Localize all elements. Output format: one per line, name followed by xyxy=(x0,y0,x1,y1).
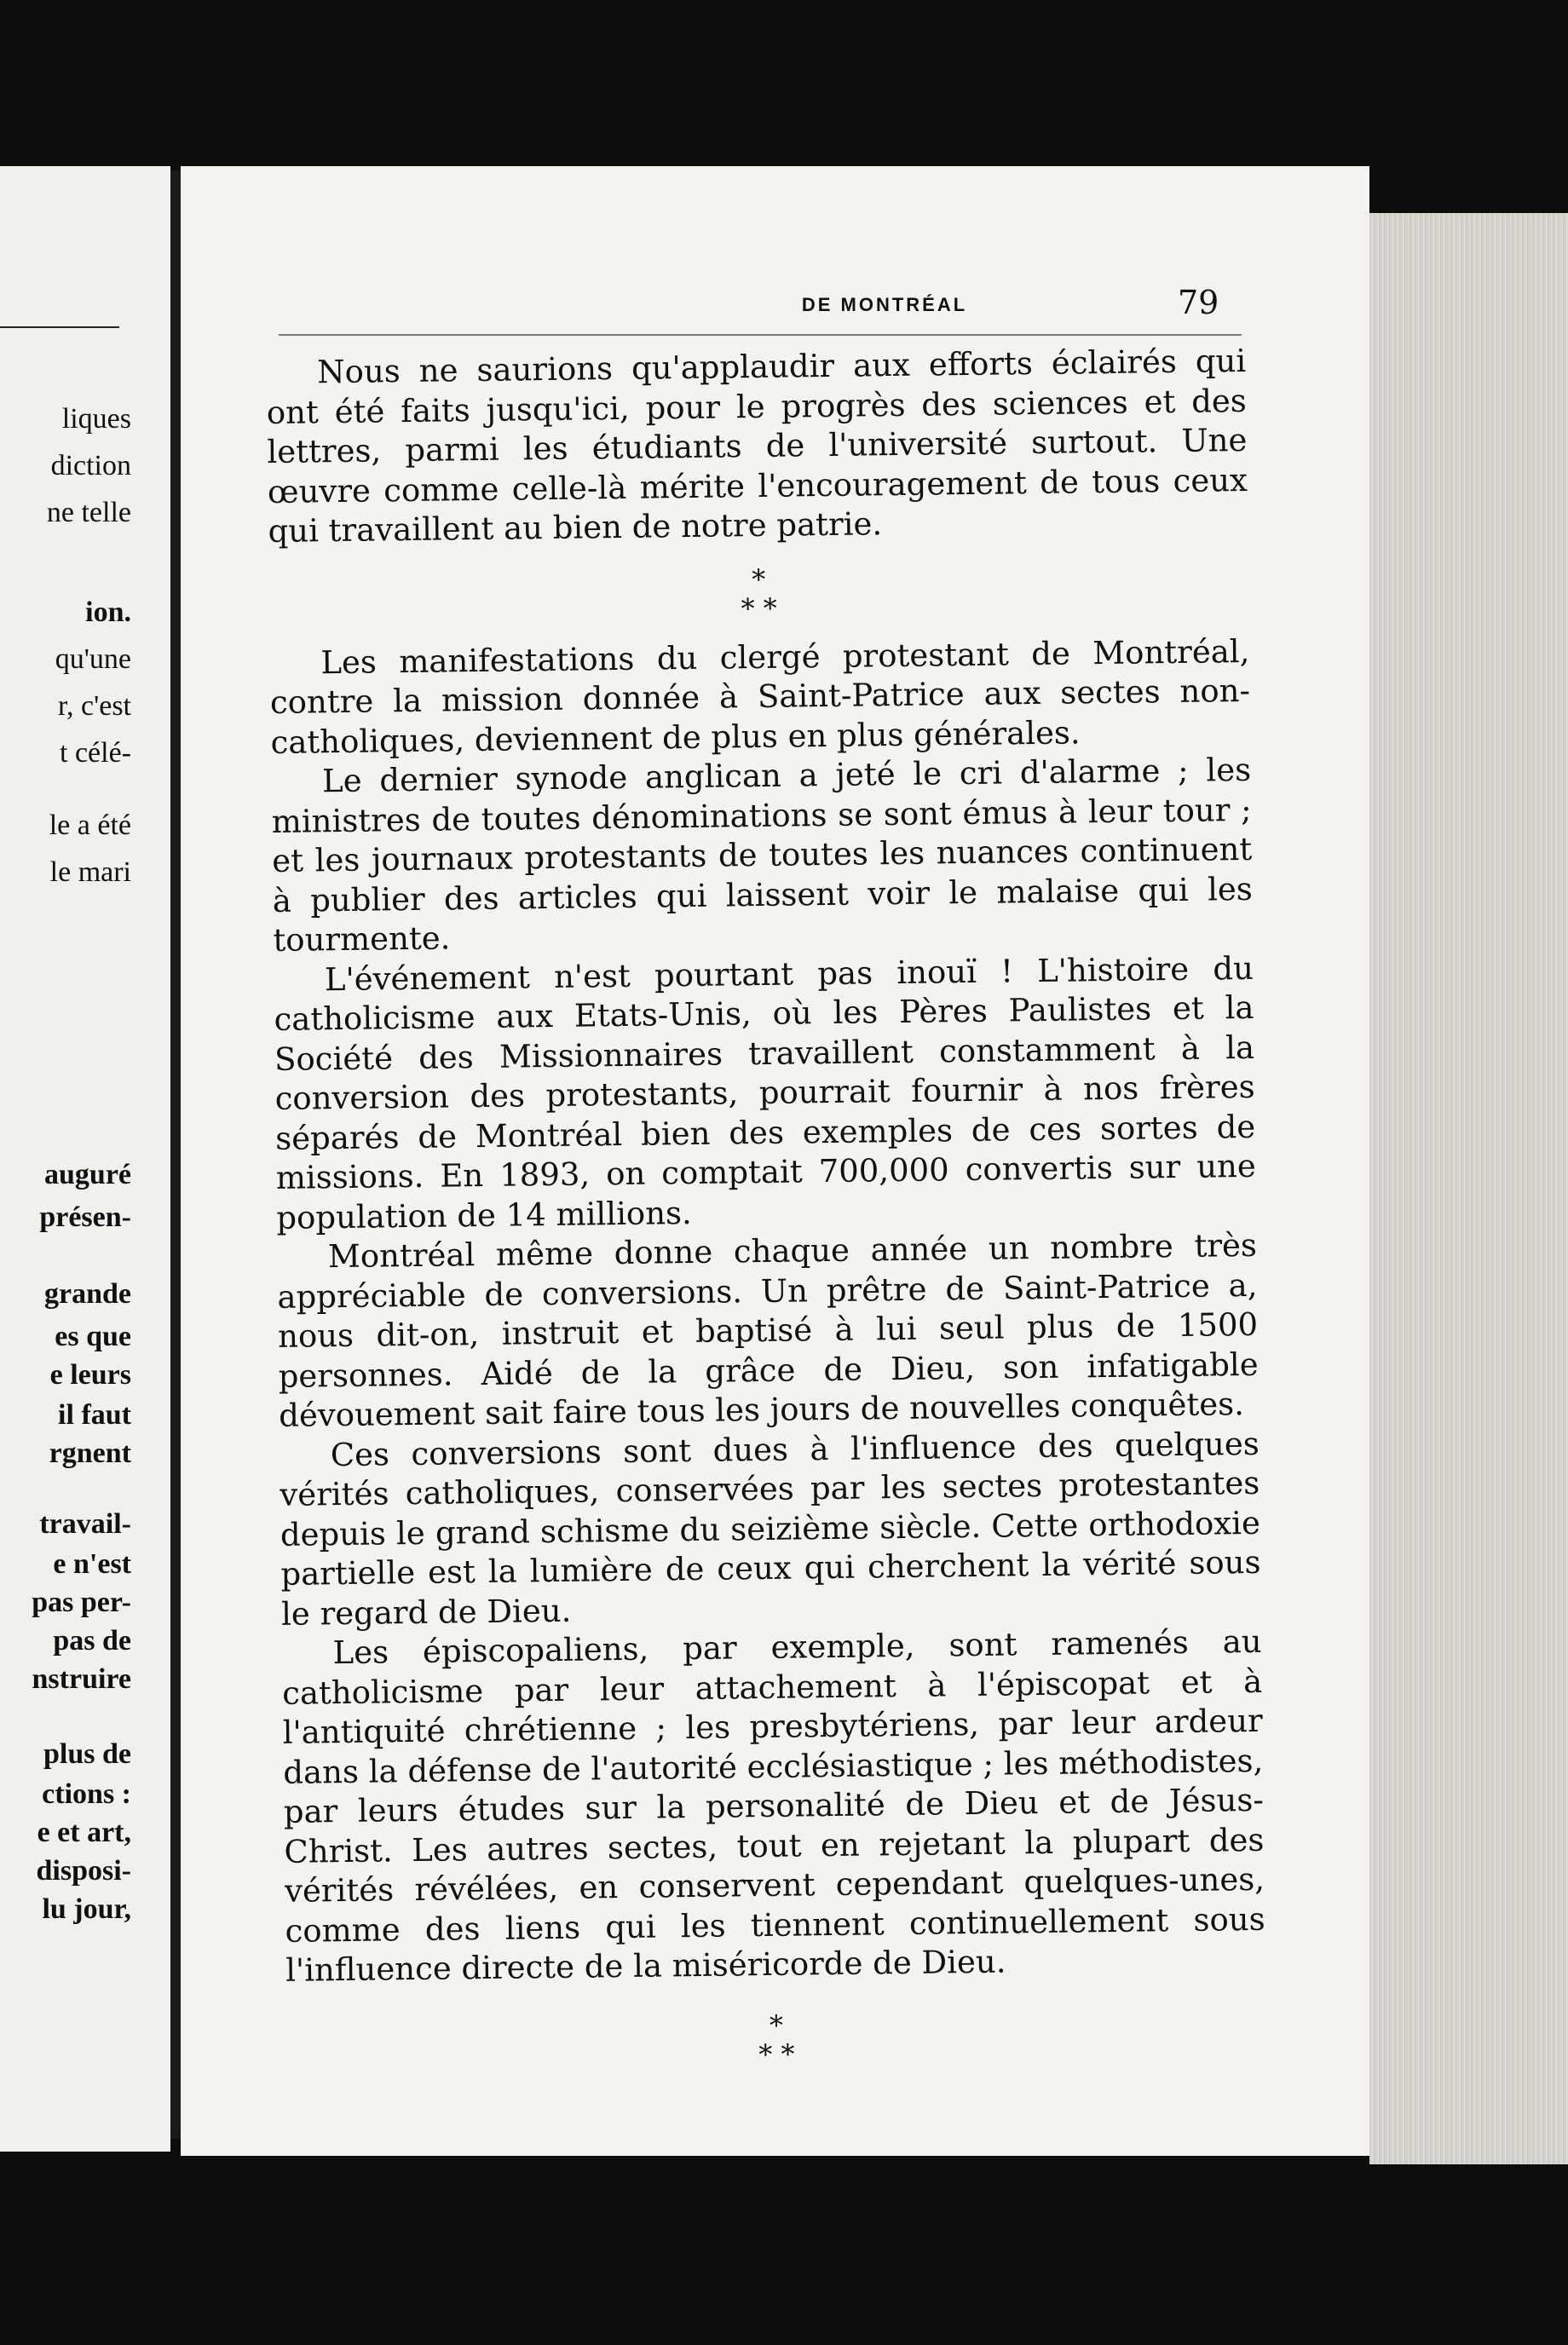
running-head: DE MONTRÉAL xyxy=(801,294,968,315)
paragraph: Ces conversions sont dues à l'influence des quelques vérités catholiques, conservées par les sectes protestantes depuis le grand schisme du seizième siècle. Cette orthodoxie partielle est la lumière de ceux qui cherchent la vérité sous le regard de Dieu. xyxy=(280,1425,1261,1633)
left-fragment: r, c'est xyxy=(58,690,131,722)
section-separator: * * * xyxy=(741,562,777,625)
left-fragment: nstruire xyxy=(32,1663,131,1695)
left-fragment: travail- xyxy=(39,1508,131,1540)
left-fragment: le a été xyxy=(49,810,131,841)
left-fragment: qu'une xyxy=(55,643,131,675)
left-fragment: il faut xyxy=(58,1399,131,1431)
left-fragment: diction xyxy=(50,450,131,481)
left-fragment: présen- xyxy=(39,1201,131,1233)
paragraph: Les épiscopaliens, par exemple, sont ramenés au catholicisme par leur attachement à l'épiscopat et à l'antiquité chrétienne ; les presbytériens, par leur ardeur dans la défense de l'autorité ecclésiastique ; les méthodistes, par leurs études sur la personalité de Dieu et de Jésus-Christ. Les autres sectes, tout en rejetant la plupart des vérités révélées, en conservent cependant quelques-unes, comme des liens qui les tiennent continuellement sous l'influence directe de la miséricorde de Dieu. xyxy=(281,1622,1265,1989)
left-fragment: e n'est xyxy=(53,1548,131,1580)
book-gutter xyxy=(170,170,181,2139)
left-fragment: plus de xyxy=(43,1738,131,1770)
section-separator: * * * xyxy=(758,2008,795,2071)
paragraph: Les manifestations du clergé protestant de Montréal, contre la mission donnée à Saint-Patrice aux sectes non-catholiques, deviennent de plus en plus générales. xyxy=(269,632,1251,761)
page-edges xyxy=(1369,213,1568,2164)
left-fragment: ne telle xyxy=(46,497,131,528)
left-page-rule xyxy=(0,326,119,328)
body-text xyxy=(266,342,1267,2089)
left-fragment: grande xyxy=(44,1278,131,1310)
left-fragment: ion. xyxy=(85,596,131,628)
left-fragment: t célé- xyxy=(60,737,131,769)
left-fragment: lu jour, xyxy=(42,1893,131,1925)
left-fragment: le mari xyxy=(49,856,131,888)
left-fragment: e et art, xyxy=(37,1817,131,1848)
page-number: 79 xyxy=(1178,284,1219,321)
left-fragment: e leurs xyxy=(49,1359,131,1391)
paragraph: Le dernier synode anglican a jeté le cri d'alarme ; les ministres de toutes dénominations se sont émus à leur tour ; et les journaux protestants de toutes les nuances continuent à publier des articles qui laissent voir le malaise qui les tourmente. xyxy=(271,751,1254,959)
left-fragment: es que xyxy=(55,1321,131,1352)
paragraph: Nous ne saurions qu'applaudir aux efforts éclairés qui ont été faits jusqu'ici, pour le progrès des sciences et des lettres, parmi les étudiants de l'université surtout. Une œuvre comme celle-là mérite l'encouragement de tous ceux qui travaillent au bien de notre patrie. xyxy=(266,342,1248,550)
paragraph: Montréal même donne chaque année un nombre très appréciable de conversions. Un prêtre de Saint-Patrice a, nous dit-on, instruit et baptisé à lui seul plus de 1500 personnes. Aidé de la grâce de Dieu, son infatigable dévouement sait faire tous les jours de nouvelles conquêtes. xyxy=(277,1226,1259,1434)
left-fragment: pas de xyxy=(53,1625,131,1656)
right-page xyxy=(181,166,1369,2156)
left-fragment: liques xyxy=(61,403,131,435)
left-fragment: ctions : xyxy=(42,1778,131,1810)
left-fragment: disposi- xyxy=(36,1855,131,1887)
paragraph: L'événement n'est pourtant pas inouï ! L'histoire du catholicisme aux Etats-Unis, où les Pères Paulistes et la Société des Missionnaires travaillent constamment à la conversion des protestants, pourrait fournir à nos frères séparés de Montréal bien des exemples de ces sortes de missions. En 1893, on comptait 700,000 convertis sur une population de 14 millions. xyxy=(274,949,1256,1236)
left-page-fragment xyxy=(0,166,170,2152)
left-fragment: pas per- xyxy=(32,1587,131,1618)
header-rule xyxy=(279,334,1242,336)
left-fragment: auguré xyxy=(44,1159,131,1190)
left-fragment: rgnent xyxy=(49,1438,131,1469)
